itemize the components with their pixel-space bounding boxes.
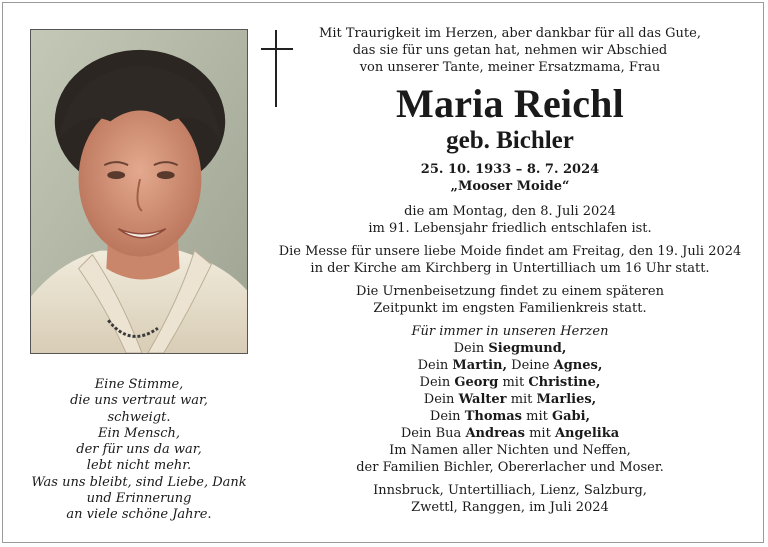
member-name: Walter — [458, 392, 507, 407]
poem-line: Ein Mensch, — [98, 425, 180, 441]
announcement — [265, 25, 755, 516]
member-prefix: Dein — [423, 392, 455, 407]
family-member — [265, 374, 755, 391]
member-partner: Agnes, — [553, 358, 603, 373]
intro-line: das sie für uns getan hat, nehmen wir Abschied — [352, 43, 668, 58]
member-prefix: Dein — [453, 341, 485, 356]
poem-line: schweigt. — [107, 409, 171, 425]
family-list — [265, 323, 755, 476]
poem-line: lebt nicht mehr. — [86, 458, 192, 474]
passing-text — [265, 203, 755, 237]
family-member — [265, 391, 755, 408]
poem-line: Eine Stimme, — [94, 377, 184, 392]
member-prefix: Dein — [417, 358, 449, 373]
places-line: Innsbruck, Untertilliach, Lienz, Salzburg, — [373, 483, 647, 498]
mass-line: Die Messe für unsere liebe Moide findet am Freitag, den 19. Juli 2024 — [278, 244, 742, 259]
intro-line: von unserer Tante, meiner Ersatzmama, Frau — [359, 60, 661, 75]
places-line: Zwettl, Ranggen, im Juli 2024 — [411, 500, 609, 515]
urn-line: Die Urnenbeisetzung findet zu einem späteren — [356, 284, 664, 299]
member-prefix: Dein — [419, 375, 451, 390]
family-closing: der Familien Bichler, Obererlacher und Moser. — [356, 460, 664, 475]
member-name: Siegmund, — [488, 341, 567, 356]
intro-text — [265, 25, 755, 76]
portrait-photo — [30, 29, 248, 354]
member-prefix: Dein Bua — [400, 426, 462, 441]
passing-line: im 91. Lebensjahr friedlich entschlafen ist. — [368, 221, 652, 236]
family-member — [265, 340, 755, 357]
deceased-name: Maria Reichl — [396, 81, 624, 126]
family-lead: Für immer in unseren Herzen — [411, 324, 609, 339]
member-partner: Gabi, — [552, 409, 591, 424]
member-partner: Marlies, — [536, 392, 597, 407]
poem-line: und Erinnerung — [86, 491, 192, 507]
passing-line: die am Montag, den 8. Juli 2024 — [404, 204, 616, 219]
poem — [25, 377, 253, 524]
poem-line: an viele schöne Jahre. — [66, 507, 212, 523]
urn-line: Zeitpunkt im engsten Familienkreis statt. — [373, 301, 647, 316]
family-closing: Im Namen aller Nichten und Neffen, — [389, 443, 631, 458]
family-member — [265, 408, 755, 425]
member-name: Georg — [454, 375, 499, 390]
mass-text — [265, 243, 755, 277]
family-member — [265, 425, 755, 442]
member-connector: mit — [510, 392, 533, 407]
nickname: „Mooser Moide“ — [450, 179, 570, 194]
life-dates: 25. 10. 1933 – 8. 7. 2024 — [420, 162, 600, 177]
intro-line: Mit Traurigkeit im Herzen, aber dankbar für all das Gute, — [319, 26, 701, 41]
maiden-name: geb. Bichler — [446, 127, 574, 154]
urn-text — [265, 283, 755, 317]
member-connector: mit — [529, 426, 551, 441]
poem-line: Was uns bleibt, sind Liebe, Dank — [31, 474, 247, 490]
family-member — [265, 357, 755, 374]
member-prefix: Dein — [429, 409, 461, 424]
mass-line: in der Kirche am Kirchberg in Untertilliach um 16 Uhr statt. — [310, 261, 710, 276]
poem-line: der für uns da war, — [76, 442, 202, 458]
member-partner: Angelika — [554, 426, 620, 441]
member-name: Thomas — [464, 409, 522, 424]
member-partner: Christine, — [528, 375, 601, 390]
member-connector: Deine — [511, 358, 550, 373]
member-connector: mit — [526, 409, 548, 424]
member-name: Andreas — [465, 426, 525, 441]
member-connector: mit — [502, 375, 525, 390]
obituary-card — [2, 2, 764, 543]
places-date — [265, 482, 755, 516]
poem-line: die uns vertraut war, — [70, 393, 208, 409]
member-name: Martin, — [452, 358, 507, 373]
portrait-image — [31, 30, 247, 353]
